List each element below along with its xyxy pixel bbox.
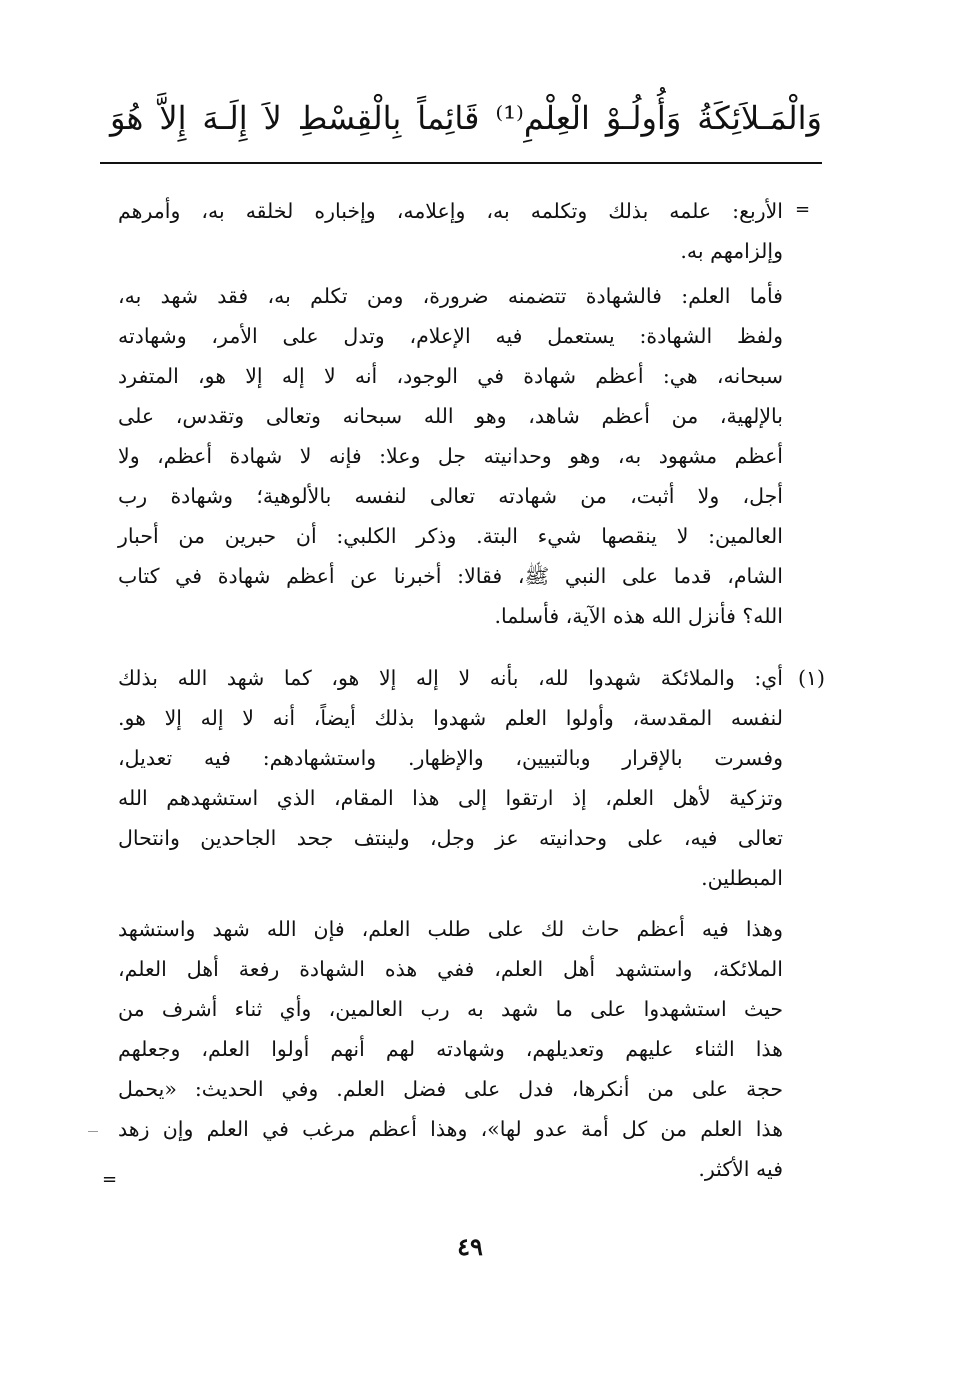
text-line: سبحانه، هي: أعظم شهادة في الوجود، أنه لا إله إلا هو، المتفرد xyxy=(118,364,783,388)
text-line: العالمين: لا ينقصها شيء البتة. وذكر الكلبي: أن حبرين من أحبار xyxy=(118,524,783,548)
text-line: هذا الثناء عليهم وتعديلهم، وشهادته لهم أنهم أولوا العلم، وجعلهم xyxy=(118,1037,783,1061)
continuation-mark-bottom: = xyxy=(102,1169,118,1190)
knowledge-paragraph xyxy=(118,276,783,636)
text-line: أعظم مشهود به، وهو وحدانيته جل وعلا: فإنه لا شهادة أعظم، ولا xyxy=(118,444,783,468)
page-number: ٤٩ xyxy=(457,1232,483,1261)
verse-separator-rule xyxy=(100,162,822,164)
text-line: حيث استشهدوا على ما شهد به رب العالمين، وأي ثناء أشرف من xyxy=(118,997,783,1021)
text-line: أجل، ولا أثبت، من شهادته تعالى لنفسه بالألوهية؛ وشهادة رب xyxy=(118,484,783,508)
text-line: المبطلين. xyxy=(701,866,783,890)
margin-tick xyxy=(88,1131,98,1132)
footnote-number: (١) xyxy=(797,666,825,690)
text-line: وتزكية لأهل العلم، إذ ارتقوا إلى هذا المقام، الذي استشهدهم الله xyxy=(118,786,783,810)
text-line: حجة على من أنكرها، فدل على فضل العلم. وفي الحديث: «يحمل xyxy=(118,1077,783,1101)
text-line: فيه الأكثر. xyxy=(698,1157,783,1181)
text-line: ولفظ الشهادة: يستعمل فيه الإعلام، وتدل على الأمر، وشهادته xyxy=(118,324,783,348)
text-line: فأما العلم: فالشهادة تتضمنه ضرورة، ومن تكلم به، فقد شهد به، xyxy=(118,284,783,308)
text-line: وإلزامهم به. xyxy=(680,239,783,263)
text-line: الملائكة، واستشهد أهل العلم، ففي هذه الشهادة رفعة أهل العلم، xyxy=(118,957,783,981)
text-line: هذا العلم من كل أمة عدو لها»، وهذا أعظم مرغب في العلم وإن زهد xyxy=(118,1117,783,1141)
text-line: الأربع: علمه بذلك وتكلمه به، وإعلامه، وإخباره لخلقه به، وأمرهم xyxy=(118,199,783,223)
footnote-paragraph xyxy=(118,658,783,898)
text-line: وهذا فيه أعظم حاث لك على طلب العلم، فإن الله شهد واستشهد xyxy=(118,917,783,941)
text-line: الله؟ فأنزل الله هذه الآية، فأسلما. xyxy=(494,604,783,628)
closing-paragraph xyxy=(118,909,783,1189)
text-line: بالإلهية، من أعظم شاهد، وهو الله سبحانه وتعالى وتقدس، على xyxy=(118,404,783,428)
text-line: لنفسه المقدسة، وأولوا العلم شهدوا بذلك أيضاً، أنه لا إله إلا هو. xyxy=(118,706,783,730)
footnote-continuation-paragraph xyxy=(118,191,783,271)
text-line: أي: والملائكة شهدوا لله، بأنه لا إله إلا هو، كما شهد الله بذلك xyxy=(118,666,783,690)
text-line: تعالى فيه، على وحدانيته عز وجل، ولينتف جحد الجاحدين وانتحال xyxy=(118,826,783,850)
quran-verse: وَالْمَـلاَئِكَةُ وَأُولُـوْ الْعِلْمِ⁽¹⁾ قَائِماً بِالْقِسْطِ لاَ إِلَـهَ إِلاَّ هُوَ xyxy=(110,99,823,137)
text-line: الشام، قدما على النبي ﷺ، فقالا: أخبرنا عن أعظم شهادة في كتاب xyxy=(118,564,783,588)
text-line: وفسرت بالإقرار وبالتبيين، والإظهار. واستشهادهم: فيه تعديل، xyxy=(118,746,783,770)
continuation-mark-top: = xyxy=(795,199,811,220)
